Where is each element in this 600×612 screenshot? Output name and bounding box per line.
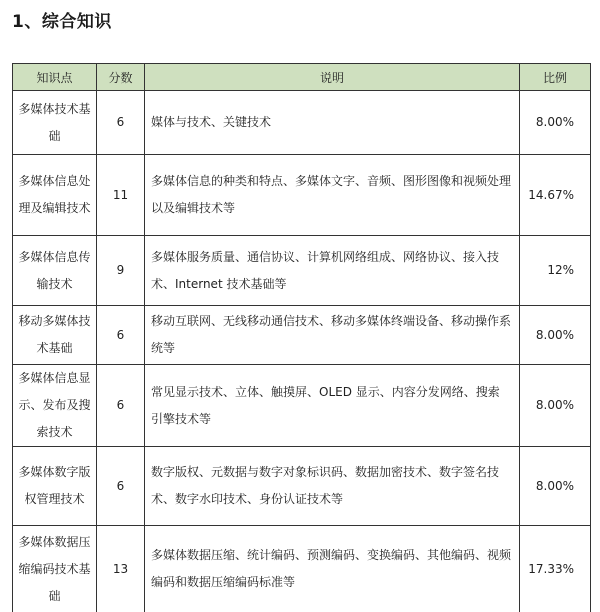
score-cell: 11 [97, 155, 145, 236]
description-cell: 多媒体信息的种类和特点、多媒体文字、音频、图形图像和视频处理以及编辑技术等 [145, 155, 520, 236]
table-row [13, 91, 591, 155]
description-cell: 多媒体数据压缩、统计编码、预测编码、变换编码、其他编码、视频编码和数据压缩编码标准等 [145, 526, 520, 612]
knowledge-table [12, 63, 591, 612]
ratio-cell: 8.00% [520, 365, 591, 447]
description-cell: 媒体与技术、关键技术 [145, 91, 520, 155]
score-cell: 6 [97, 365, 145, 447]
table-header-row [13, 64, 591, 91]
header-ratio: 比例 [520, 64, 591, 91]
topic-cell: 多媒体信息显示、发布及搜索技术 [13, 365, 97, 447]
topic-cell: 多媒体信息处理及编辑技术 [13, 155, 97, 236]
ratio-cell: 8.00% [520, 306, 591, 365]
score-cell: 13 [97, 526, 145, 612]
score-cell: 9 [97, 236, 145, 306]
header-topic: 知识点 [13, 64, 97, 91]
table-row [13, 236, 591, 306]
description-cell: 数字版权、元数据与数字对象标识码、数据加密技术、数字签名技术、数字水印技术、身份认证技术等 [145, 447, 520, 526]
topic-cell: 多媒体数字版权管理技术 [13, 447, 97, 526]
table-row [13, 526, 591, 612]
topic-cell: 多媒体数据压缩编码技术基础 [13, 526, 97, 612]
topic-cell: 多媒体信息传输技术 [13, 236, 97, 306]
table-row [13, 306, 591, 365]
ratio-cell: 12% [520, 236, 591, 306]
topic-cell: 多媒体技术基础 [13, 91, 97, 155]
table-row [13, 447, 591, 526]
topic-cell: 移动多媒体技术基础 [13, 306, 97, 365]
header-score: 分数 [97, 64, 145, 91]
table-row [13, 365, 591, 447]
ratio-cell: 8.00% [520, 447, 591, 526]
ratio-cell: 14.67% [520, 155, 591, 236]
ratio-cell: 17.33% [520, 526, 591, 612]
score-cell: 6 [97, 306, 145, 365]
description-cell: 多媒体服务质量、通信协议、计算机网络组成、网络协议、接入技术、Internet 技术基础等 [145, 236, 520, 306]
header-description: 说明 [145, 64, 520, 91]
section-title: 1、综合知识 [12, 12, 112, 32]
score-cell: 6 [97, 91, 145, 155]
ratio-cell: 8.00% [520, 91, 591, 155]
description-cell: 移动互联网、无线移动通信技术、移动多媒体终端设备、移动操作系统等 [145, 306, 520, 365]
description-cell: 常见显示技术、立体、触摸屏、OLED 显示、内容分发网络、搜索引擎技术等 [145, 365, 520, 447]
score-cell: 6 [97, 447, 145, 526]
table-row [13, 155, 591, 236]
